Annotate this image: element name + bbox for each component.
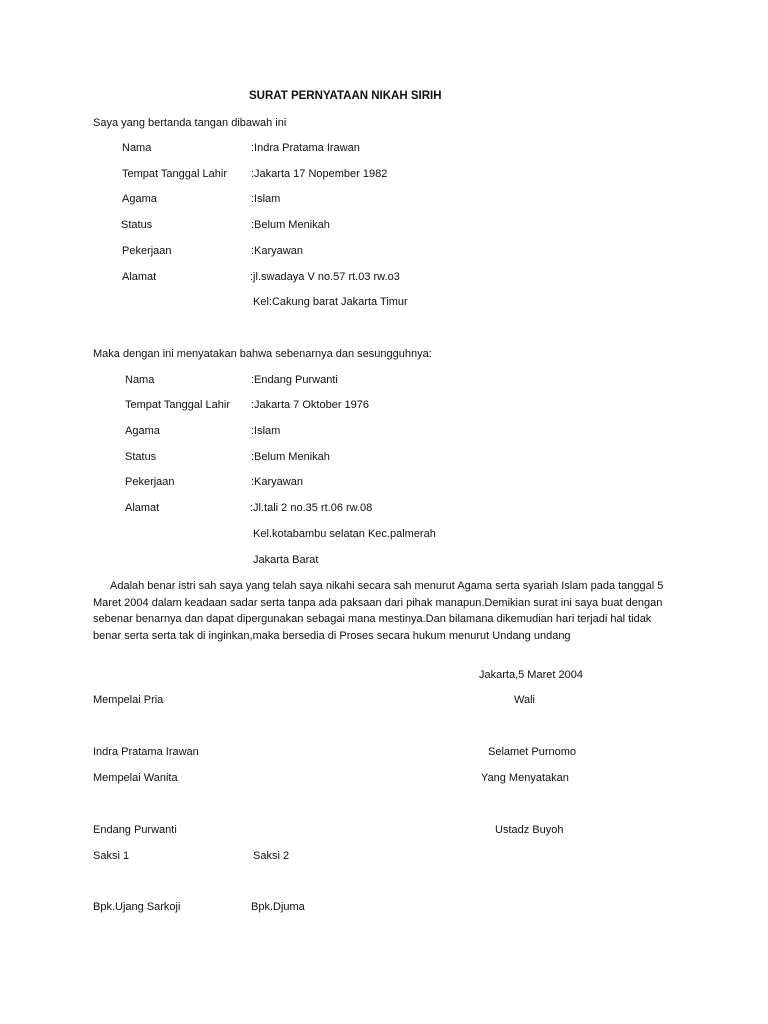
bride-signature-name: Endang Purwanti [93,824,177,836]
groom-birth-label: Tempat Tanggal Lahir [122,168,227,180]
bride-religion-label: Agama [125,425,160,437]
witness-2-name: Bpk.Djuma [251,901,305,913]
document-title: SURAT PERNYATAAN NIKAH SIRIH [249,90,442,102]
bride-address-label: Alamat [125,502,160,514]
bride-role: Mempelai Wanita [93,772,178,784]
bride-occupation-label: Pekerjaan [125,476,175,488]
bride-name-value: :Endang Purwanti [251,374,338,386]
groom-signature-name: Indra Pratama Irawan [93,746,199,758]
groom-address-label: Alamat [122,271,157,283]
bride-name-label: Nama [125,374,155,386]
bride-birth-value: :Jakarta 7 Oktober 1976 [251,399,370,411]
witness-1-role: Saksi 1 [93,850,130,862]
witness-1-name: Bpk.Ujang Sarkoji [93,901,181,913]
groom-name-value: :Indra Pratama Irawan [251,142,360,154]
groom-occupation-label: Pekerjaan [122,245,172,257]
place-date: Jakarta,5 Maret 2004 [479,669,583,681]
bride-religion-value: :Islam [251,425,281,437]
bride-status-value: :Belum Menikah [251,451,330,463]
guardian-role: Wali [514,694,535,706]
statement-paragraph: Adalah benar istri sah saya yang telah saya nikahi secara sah menurut Agama serta syariah Islam pada tanggal 5 Maret 2004 dalam keadaan sadar serta tanpa ada paksaan dari pihak manapun.Demikian surat ini saya buat dengan sebenar benarnya dan dapat dipergunakan sebagai mana mestinya.Dan bilamana dikemudian hari terjadi hal tidak benar serta serta tak di inginkan,maka bersedia di Proses secara hukum menurut Undang undang [93,580,664,642]
groom-religion-label: Agama [122,193,157,205]
bride-address-continuation-2: Jakarta Barat [253,554,319,566]
bride-occupation-value: :Karyawan [251,476,303,488]
groom-address-continuation: Kel:Cakung barat Jakarta Timur [253,296,408,308]
declarant-role: Yang Menyatakan [481,772,569,784]
bride-status-label: Status [125,451,157,463]
groom-status-label: Status [121,219,153,231]
groom-role: Mempelai Pria [93,694,164,706]
guardian-signature-name: Selamet Purnomo [488,746,577,758]
declarant-signature-name: Ustadz Buyoh [495,824,564,836]
groom-occupation-value: :Karyawan [251,245,303,257]
declaration-text: Maka dengan ini menyatakan bahwa sebenarnya dan sesungguhnya: [93,348,432,360]
bride-birth-label: Tempat Tanggal Lahir [125,399,230,411]
groom-birth-value: :Jakarta 17 Nopember 1982 [251,168,388,180]
groom-religion-value: :Islam [251,193,281,205]
intro-text: Saya yang bertanda tangan dibawah ini [93,117,287,129]
bride-address-continuation-1: Kel.kotabambu selatan Kec.palmerah [253,528,436,540]
bride-address-value: :Jl.tali 2 no.35 rt.06 rw.08 [250,502,373,514]
groom-status-value: :Belum Menikah [251,219,330,231]
groom-address-value: :jl.swadaya V no.57 rt.03 rw.o3 [250,271,400,283]
witness-2-role: Saksi 2 [253,850,290,862]
groom-name-label: Nama [122,142,152,154]
